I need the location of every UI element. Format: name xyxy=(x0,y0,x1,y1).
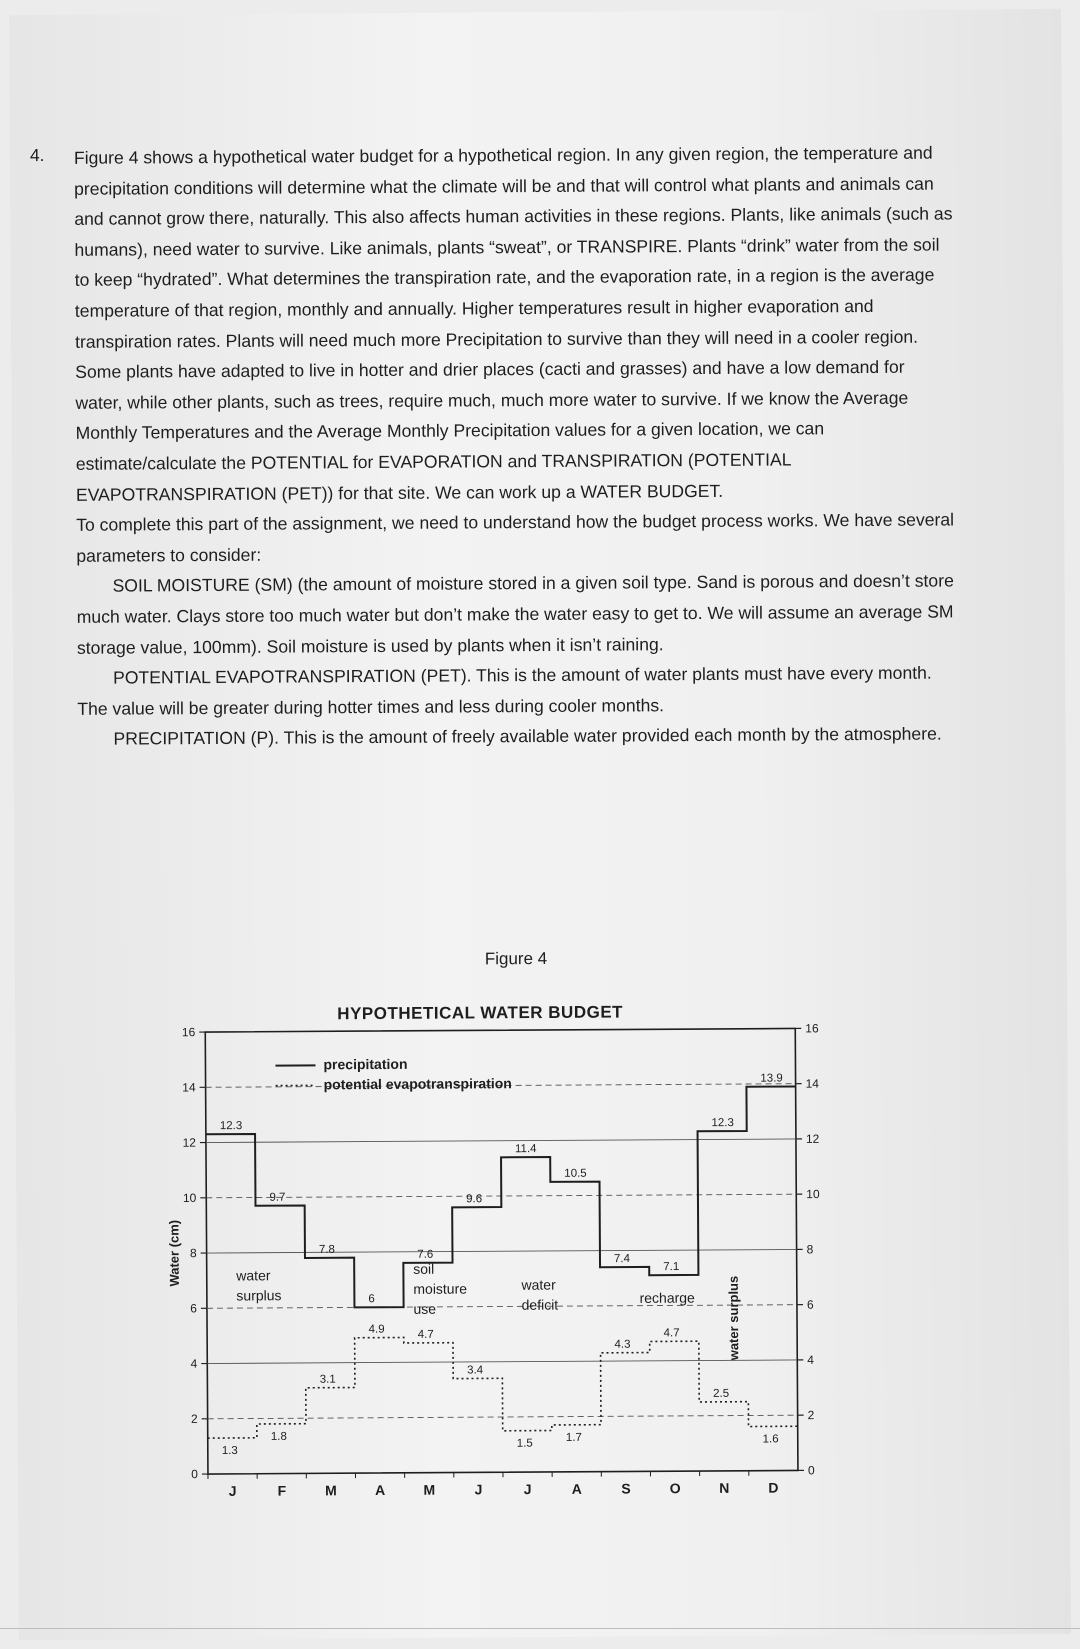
x-tick-label: O xyxy=(669,1480,681,1497)
region-label: deficit xyxy=(521,1296,559,1313)
y-tick-label: 4 xyxy=(190,1356,198,1371)
data-label: 7.1 xyxy=(663,1261,680,1274)
y-tick-label-right: 14 xyxy=(805,1076,819,1091)
y-tick-label: 10 xyxy=(182,1190,197,1205)
x-tick-label: A xyxy=(375,1481,386,1499)
data-label: 3.1 xyxy=(319,1373,336,1386)
figure-label: Figure 4 xyxy=(484,948,548,969)
water-budget-chart xyxy=(155,990,898,1555)
question-number: 4. xyxy=(29,145,45,166)
y-tick-label-right: 10 xyxy=(806,1187,820,1202)
chart-svg xyxy=(155,990,898,1555)
intro-paragraph: Figure 4 shows a hypothetical water budget for a hypothetical region. In any given region, the temperature and precipitation conditions will determine what the climate will be and that will control what plants and animals can and cannot grow there, naturally. This also affects human activities in these regions. Plants, like animals (such as humans), need water to survive. Like animals, plants “sweat”, or TRANSPIRE. Plants “drink” water from the soil to keep “hydrated”. What determines the transpiration rate, and the evaporation rate, in a region is the average temperature of that region, monthly and annually. Higher temperatures result in higher evaporation and transpiration rates. Plants will need much more Precipitation to survive than they will need in a cooler region. Some plants have adapted to live in hotter and drier places (cacti and grasses) and have a low demand for water, while other plants, such as trees, require much, much more water to survive. If we know the Average Monthly Temperatures and the Average Monthly Precipitation values for a given location, we can estimate/calculate the POTENTIAL for EVAPORATION and TRANSPIRATION (POTENTIAL EVAPOTRANSPIRATION (PET)) for that site. We can work up a WATER BUDGET. xyxy=(73,142,953,505)
pet-paragraph: POTENTIAL EVAPOTRANSPIRATION (PET). This is the amount of water plants must have every month. The value will be greater during hotter times and less during cooler months. xyxy=(77,662,932,719)
gridline xyxy=(206,1139,796,1143)
legend-label-precipitation: precipitation xyxy=(323,1055,408,1073)
data-label: 1.3 xyxy=(221,1444,238,1458)
x-tick-label: N xyxy=(719,1479,730,1496)
region-label: surplus xyxy=(236,1287,282,1304)
y-tick-label-right: 4 xyxy=(807,1352,815,1367)
x-tick-label: S xyxy=(621,1480,631,1497)
y-tick-label-right: 2 xyxy=(807,1408,815,1423)
y-axis-label: Water (cm) xyxy=(166,1219,182,1287)
y-tick-label-right: 8 xyxy=(806,1242,814,1257)
data-label: 12.3 xyxy=(711,1117,734,1130)
region-label: water surplus xyxy=(725,1275,742,1361)
region-label: water xyxy=(236,1267,271,1284)
legend-label-pet: potential evapotranspiration xyxy=(323,1075,512,1093)
data-label: 3.4 xyxy=(467,1364,484,1377)
y-tick-label: 16 xyxy=(181,1025,196,1040)
y-tick-label-right: 16 xyxy=(805,1021,819,1036)
data-label: 1.7 xyxy=(565,1431,582,1444)
gridline xyxy=(207,1360,797,1364)
region-label: soil xyxy=(413,1260,435,1277)
data-label: 13.9 xyxy=(760,1072,783,1085)
x-tick-label: F xyxy=(277,1482,287,1499)
y-tick-label: 2 xyxy=(190,1411,198,1426)
data-label: 7.6 xyxy=(417,1248,434,1261)
x-tick-label: A xyxy=(571,1480,582,1497)
data-label: 6 xyxy=(368,1293,375,1306)
data-label: 12.3 xyxy=(219,1120,243,1133)
y-tick-label: 8 xyxy=(189,1246,197,1261)
worksheet-page xyxy=(9,9,1071,1640)
region-label: use xyxy=(413,1300,437,1317)
series-line-pet xyxy=(207,1335,798,1438)
x-tick-label: J xyxy=(523,1481,532,1498)
gridline xyxy=(207,1249,797,1253)
region-label: water xyxy=(521,1276,556,1293)
question-text xyxy=(74,137,958,754)
x-tick-label: J xyxy=(228,1482,237,1499)
data-label: 1.8 xyxy=(270,1430,287,1443)
data-label: 10.5 xyxy=(564,1167,587,1180)
data-label: 7.4 xyxy=(613,1253,631,1266)
region-label: recharge xyxy=(639,1289,695,1306)
x-tick-label: D xyxy=(768,1479,779,1496)
data-label: 7.8 xyxy=(318,1243,335,1256)
data-label: 9.6 xyxy=(466,1193,483,1206)
data-label: 1.5 xyxy=(516,1437,533,1450)
data-label: 1.6 xyxy=(762,1433,779,1446)
precipitation-paragraph: PRECIPITATION (P). This is the amount of freely available water provided each month by the atmosphere. xyxy=(113,723,942,749)
soil-moisture-paragraph: SOIL MOISTURE (SM) (the amount of moisture stored in a given soil type. Sand is porous and doesn’t store much water. Clays store too much water but don’t make the water easy to get to. We will assume an average SM storage value, 100mm). Soil moisture is used by plants when it isn’t raining. xyxy=(76,570,954,658)
chart-title: HYPOTHETICAL WATER BUDGET xyxy=(337,1002,624,1024)
data-label: 9.7 xyxy=(269,1191,286,1204)
x-tick-label: J xyxy=(474,1481,483,1498)
data-label: 4.9 xyxy=(368,1323,385,1336)
series-line-precipitation xyxy=(206,1086,797,1308)
parameters-paragraph: To complete this part of the assignment, we need to understand how the budget process works. We have several parameters to consider: xyxy=(76,509,955,566)
y-tick-label: 6 xyxy=(190,1301,197,1316)
region-label: moisture xyxy=(413,1280,468,1297)
y-tick-label-right: 0 xyxy=(807,1463,815,1478)
page-edge xyxy=(0,1628,1080,1629)
data-label: 4.7 xyxy=(663,1327,680,1340)
data-label: 4.7 xyxy=(417,1328,434,1341)
y-tick-label: 12 xyxy=(182,1135,196,1150)
y-tick-label: 0 xyxy=(191,1467,199,1482)
y-tick-label: 14 xyxy=(182,1080,196,1095)
y-tick-label-right: 12 xyxy=(805,1131,820,1146)
data-label: 11.4 xyxy=(514,1143,537,1156)
gridline xyxy=(207,1305,797,1309)
y-tick-label-right: 6 xyxy=(806,1297,814,1312)
x-tick-label: M xyxy=(325,1482,337,1499)
data-label: 2.5 xyxy=(713,1387,730,1400)
x-tick-label: M xyxy=(423,1481,436,1498)
data-label: 4.3 xyxy=(614,1338,631,1351)
